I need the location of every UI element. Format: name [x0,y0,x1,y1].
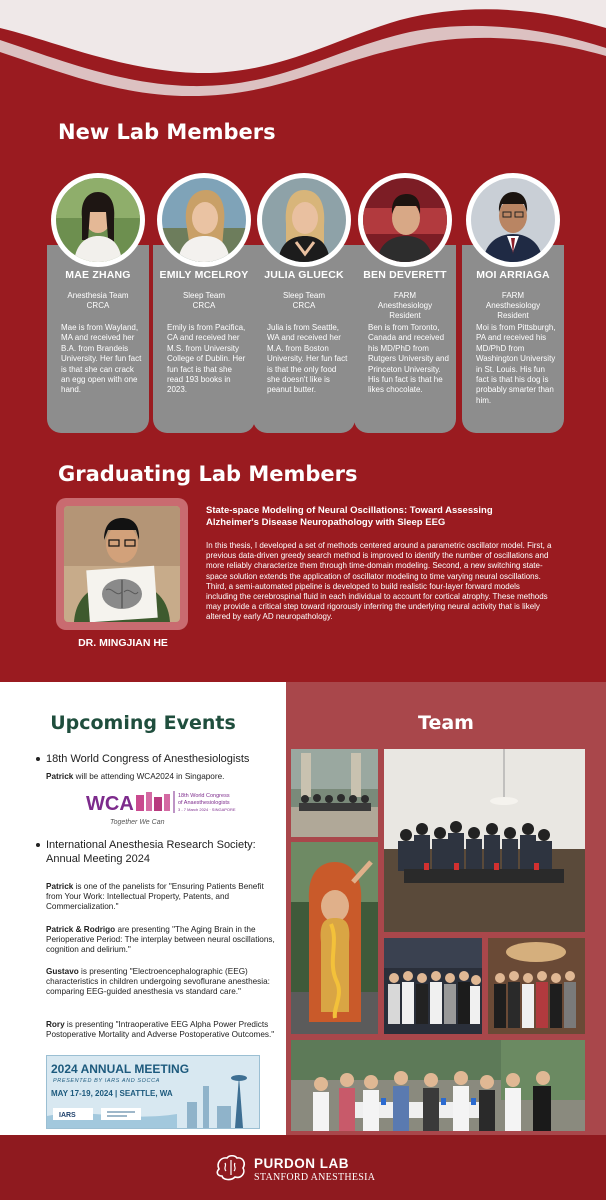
event-description [46,772,278,782]
wca-logo [86,789,266,817]
iars-meeting-banner [46,1055,260,1129]
event-detail: are presenting "The Aging Brain in the Perioperative Period: The interplay between neural oscillations, cognition and delirium." [46,925,275,955]
graduate-photo [64,506,180,622]
new-members-title: New Lab Members [58,120,276,144]
footer-subtitle: STANFORD ANESTHESIA [254,1172,376,1183]
event-description [46,967,278,998]
member-name: MOI ARRIAGA [476,269,550,281]
ampersand: & [73,925,84,934]
footer-brand: PURDON LAB [254,1156,349,1171]
team-photo [291,1040,585,1131]
member-photo [162,178,246,262]
team-photo [488,938,585,1034]
wca-logo-line2: of Anaesthesiologists [178,800,230,806]
thesis-title: State-space Modeling of Neural Oscillations: Toward Assessing Alzheimer's Disease Neuropathology with Sleep EEG [206,505,493,528]
member-role: Anesthesia Team CRCA [67,291,129,310]
team-photo [384,938,482,1034]
team-title: Team [418,712,474,734]
thesis-abstract: In this thesis, I developed a set of methods centered around a parametric oscillator model. First, a previous data-driven greedy search method is improved to identify the number of oscillations and more reliably characterize them through time-domain modeling. Second, a new switching state-space solution extends the application of oscillator modeling to time varying neural oscillations. Third, a semi-automated pipeline is developed to build realistic four-layer forward models including the cerebrospinal fluid in each individual to account for cortical atrophy. These methods may provide a critical step toward rigorously inferring the underlying neural activity that is likely altered by early AD neuropathology. [206,541,552,622]
events-title: Upcoming Events [50,712,236,734]
event-detail: will be attending WCA2024 in Singapore. [73,772,225,781]
person-name: Rory [46,1020,65,1029]
member-name: BEN DEVERETT [363,269,447,281]
member-bio: Moi is from Pittsburgh, PA and received his MD/PhD from Washington University in St. Louis. His fun fact is that his dog is probably smarter than him. [476,323,556,405]
wca-logo-line3: 3 - 7 March 2024 · SINGAPORE [178,807,236,812]
member-photo [262,178,346,262]
wca-logo-text: WCA [86,793,134,815]
graduating-title: Graduating Lab Members [58,462,358,486]
person-name: Patrick [46,925,74,934]
wca-logo-line1: 18th World Congress [178,793,230,799]
member-name: MAE ZHANG [65,269,131,281]
member-role: FARM Anesthesiology Resident [377,291,433,320]
banner-title: 2024 ANNUAL MEETING [51,1062,190,1076]
event-detail: is presenting "Electroencephalographic (EEG) characteristics in children undergoing sevoflurane anesthesia: comparing EEG-guided anesthesia vs standard care." [46,967,270,997]
event-title: International Anesthesia Research Society: Annual Meeting 2024 [46,839,256,865]
event-description [46,882,278,913]
bullet-dot [36,843,40,847]
member-role: Sleep Team CRCA [282,291,326,310]
header-wave-decoration [0,0,606,110]
brain-logo-icon [213,1153,247,1183]
event-title: 18th World Congress of Anesthesiologists [46,753,250,765]
graduate-name: DR. MINGJIAN HE [78,637,168,649]
member-name: JULIA GLUECK [264,269,344,281]
person-name: Rodrigo [83,925,116,934]
team-photo [291,749,378,837]
member-photo [363,178,447,262]
member-bio: Mae is from Wayland, MA and received her B.A. from Brandeis University. Her fun fact is that she can crack an egg open with one hand. [61,323,142,395]
event-description [46,1020,278,1040]
member-photo [471,178,555,262]
person-name: Gustavo [46,967,79,976]
person-name: Patrick [46,882,74,891]
event-description [46,925,278,956]
wca-tagline: Together We Can [110,819,165,826]
member-bio: Ben is from Toronto, Canada and received his MD/PhD from Rutgers University and Princeton University. His fun fact is that he likes chocolate. [368,323,449,395]
event-detail: is presenting "Intraoperative EEG Alpha Power Predicts Postoperative Mortality and Adverse Postoperative Outcomes." [46,1020,275,1040]
member-bio: Emily is from Pacifica, CA and received her M.S. from University College of Dublin. Her fun fact is that she read 193 books in 2023. [167,323,246,395]
team-photo [384,749,585,932]
member-bio: Julia is from Seattle, WA and received her M.A. from Boston University. Her fun fact is that the only food she doesn't like is peanut butter. [267,323,348,395]
team-photo [291,842,378,1034]
bullet-dot [36,757,40,761]
member-name: EMILY MCELROY [159,269,249,281]
banner-subtitle: PRESENTED BY IARS AND SOCCA [53,1078,160,1084]
member-photo [56,178,140,262]
member-role: FARM Anesthesiology Resident [485,291,541,320]
person-name: Patrick [46,772,74,781]
event-detail: is one of the panelists for "Ensuring Patients Benefit from Your Work: Intellectual Property, Patents, and Commercialization." [46,882,264,912]
banner-date: MAY 17-19, 2024 | SEATTLE, WA [51,1089,173,1098]
banner-org-logo: IARS [59,1112,76,1119]
member-role: Sleep Team CRCA [182,291,226,310]
